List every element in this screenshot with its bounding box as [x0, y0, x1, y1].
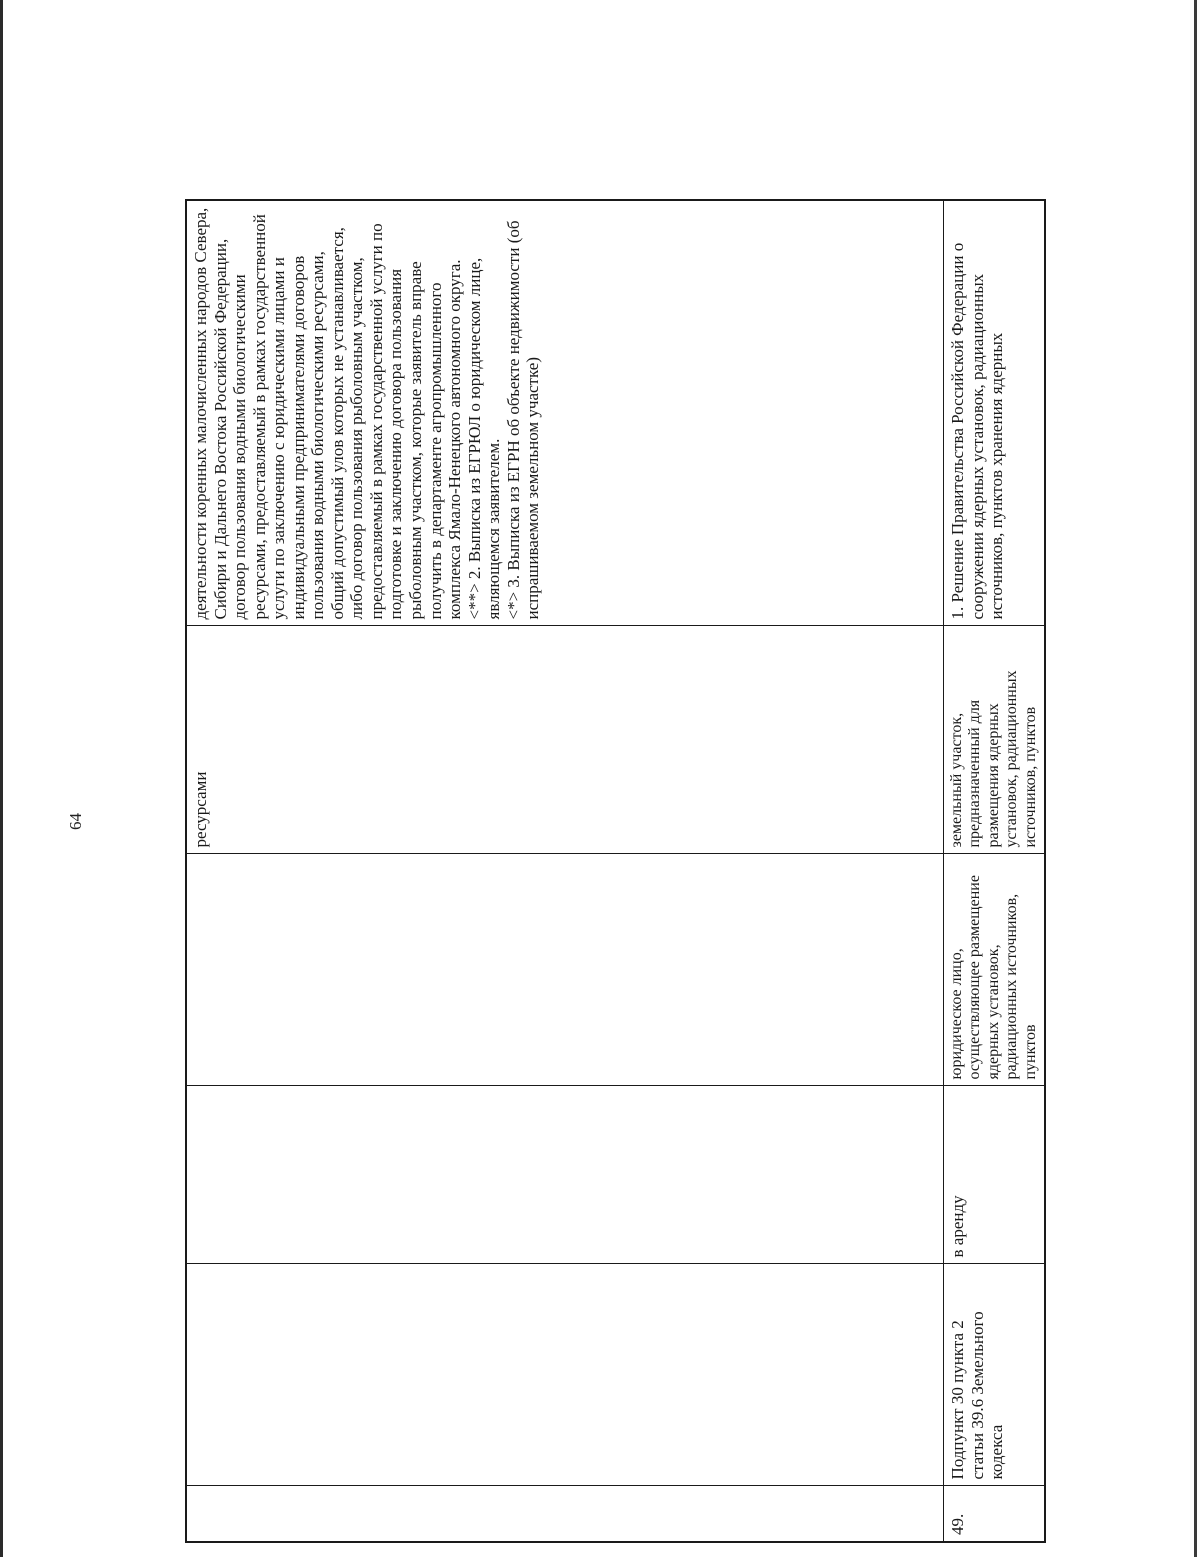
document-table	[185, 199, 1046, 1543]
table-row-continuation	[186, 200, 944, 1542]
cell-documents	[186, 200, 944, 626]
cell-basis	[186, 1264, 944, 1486]
cell-basis	[944, 1264, 1045, 1486]
cell-applicant	[186, 854, 944, 1086]
rotated-table-wrapper	[185, 201, 1039, 1543]
legal-basis-text: Подпункт 30 пункта 2 статьи 39.6 Земельного кодекса	[948, 1311, 1007, 1480]
cell-documents	[944, 200, 1045, 626]
cell-num	[186, 1486, 944, 1542]
scan-edge-right	[1194, 0, 1197, 1557]
cell-kind	[944, 1086, 1045, 1264]
cell-object	[944, 626, 1045, 854]
kind-of-right-text: в аренду	[948, 1195, 967, 1258]
cell-object	[186, 626, 944, 854]
applicant-text: юридическое лицо, осуществляющее размещение ядерных установок, радиационных источников, пунктов	[948, 875, 1039, 1080]
row-number: 49.	[948, 1513, 967, 1535]
cell-num	[944, 1486, 1045, 1542]
page-number: 64	[66, 813, 85, 830]
cell-applicant	[944, 854, 1045, 1086]
cell-kind	[186, 1086, 944, 1264]
documents-text: 1. Решение Правительства Российской Федерации о сооружении ядерных установок, радиационных источников, пунктов хранения ядерных	[948, 242, 1007, 620]
table-row-49	[944, 200, 1045, 1542]
scan-edge-left	[0, 0, 3, 1557]
object-text: ресурсами	[191, 771, 210, 848]
object-text: земельный участок, предназначенный для размещения ядерных установок, радиационных источников, пунктов	[948, 670, 1039, 848]
documents-text: деятельности коренных малочисленных народов Севера, Сибири и Дальнего Востока Российской Федерации, договор пользования водными биологическими ресурсами, предоставляемый в рамках государственной услуги по заключению с юридическими лицами и индивидуальными предпринимателями договоров пользования водными биологическими ресурсами, общий допустимый улов которых не устанавливается, либо договор пользования рыболовным участком, предоставляемый в рамках государственной услуги по подготовке и заключению договора пользования рыболовным участком, которые заявитель вправе получить в департаменте агропромышленного комплекса Ямало-Ненецкого автономного округа. <**> 2. Выписка из ЕГРЮЛ о юридическом лице, являющемся заявителем. <*> 3. Выписка из ЕГРН об объекте недвижимости (об испрашиваемом земельном участке)	[191, 207, 543, 620]
